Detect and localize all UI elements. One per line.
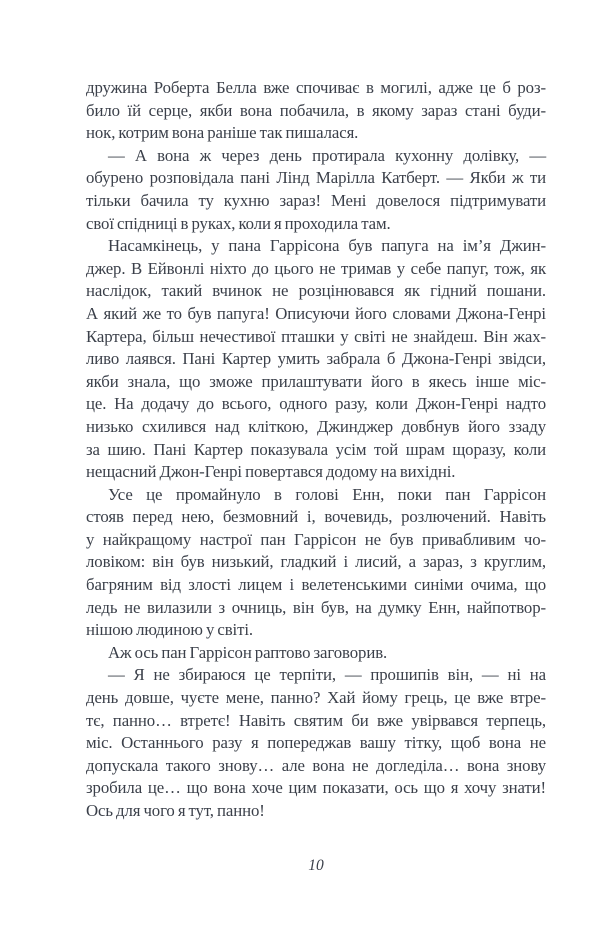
text-line: — А вона ж через день протирала кухонну долівку, — [108, 145, 546, 165]
paragraph [86, 145, 546, 235]
paragraph [86, 642, 546, 665]
text-line: зробила це… що вона хоче цим показати, ось що я хочу знати! [86, 778, 546, 798]
text-line: стояв перед нею, безмовний і, вочевидь, розлючений. Навіть [86, 507, 546, 527]
text-line: міс. Останнього разу я попереджав вашу тітку, щоб вона не [86, 733, 546, 753]
text-line: А який же то був папуга! Описуючи його словами Джона-Генрі [86, 303, 546, 323]
paragraph [86, 664, 546, 822]
text-line: било їй серце, якби вона побачила, в якому зараз стані буди- [86, 100, 546, 120]
text-line: Усе це промайнуло в голові Енн, поки пан Гаррісон [108, 484, 546, 504]
text-line: Насамкінець, у пана Гаррісона був папуга на ім’я Джин- [108, 236, 546, 256]
text-line: дружина Роберта Белла вже спочиває в могилі, адже це б роз- [86, 78, 546, 97]
text-line: день довше, чуєте мене, панно? Хай йому грець, це вже втре- [86, 688, 546, 708]
text-line: допускала такого знову… але вона не догледіла… вона знову [86, 755, 546, 775]
paragraph [86, 484, 546, 642]
paragraph [86, 77, 546, 145]
text-line: Картера, більш нечестивої пташки у світі не знайдеш. Він жах- [86, 326, 546, 346]
text-line: обурено розповідала пані Лінд Марілла Катберт. — Якби ж ти [86, 168, 546, 188]
text-line: свої спідниці в руках, коли я проходила там. [86, 213, 391, 233]
text-line: ледь не вилазили з очниць, він був, на думку Енн, найпотвор- [86, 597, 546, 617]
text-block [86, 77, 546, 823]
page-number: 10 [308, 857, 324, 874]
text-line: низько схилився над кліткою, Джинджер довбнув його ззаду [86, 416, 546, 436]
text-line: за шию. Пані Картер показувала усім той шрам щоразу, коли [86, 439, 546, 459]
paragraph [86, 235, 546, 484]
text-line: джер. В Ейвонлі ніхто до цього не тримав у себе папуг, тож, як [86, 258, 546, 278]
text-line: нок, котрим вона раніше так пишалася. [86, 123, 359, 143]
text-line: якби знала, що зможе прилаштувати його в якесь інше міс- [86, 371, 546, 391]
text-line: ловіком: він був низький, гладкий і лисий, а зараз, з круглим, [86, 552, 546, 572]
text-line: багряним від злості лицем і велетенськими синіми очима, що [86, 575, 546, 595]
text-line: тє, панно… втретє! Навіть святим би вже увірвався терпець, [86, 710, 546, 730]
text-line: — Я не збираюся це терпіти, — прошипів він, — ні на [108, 665, 546, 685]
text-line: Ось для чого я тут, панно! [86, 801, 265, 820]
text-line: тільки бачила ту кухню зараз! Мені довелося підтримувати [86, 190, 546, 210]
text-line: Аж ось пан Гаррісон раптово заговорив. [108, 642, 388, 662]
text-line: ливо лаявся. Пані Картер умить забрала б Джона-Генрі звідси, [86, 349, 546, 369]
text-line: нещасний Джон-Генрі повертався додому на вихідні. [86, 462, 456, 482]
text-line: це. На додачу до всього, одного разу, коли Джон-Генрі надто [86, 394, 546, 414]
text-line: нішою людиною у світі. [86, 620, 253, 640]
text-line: наслідок, такий вчинок не розцінювався як гідний пошани. [86, 281, 546, 301]
text-line: у найкращому настрої пан Гаррісон не був привабливим чо- [86, 529, 546, 549]
